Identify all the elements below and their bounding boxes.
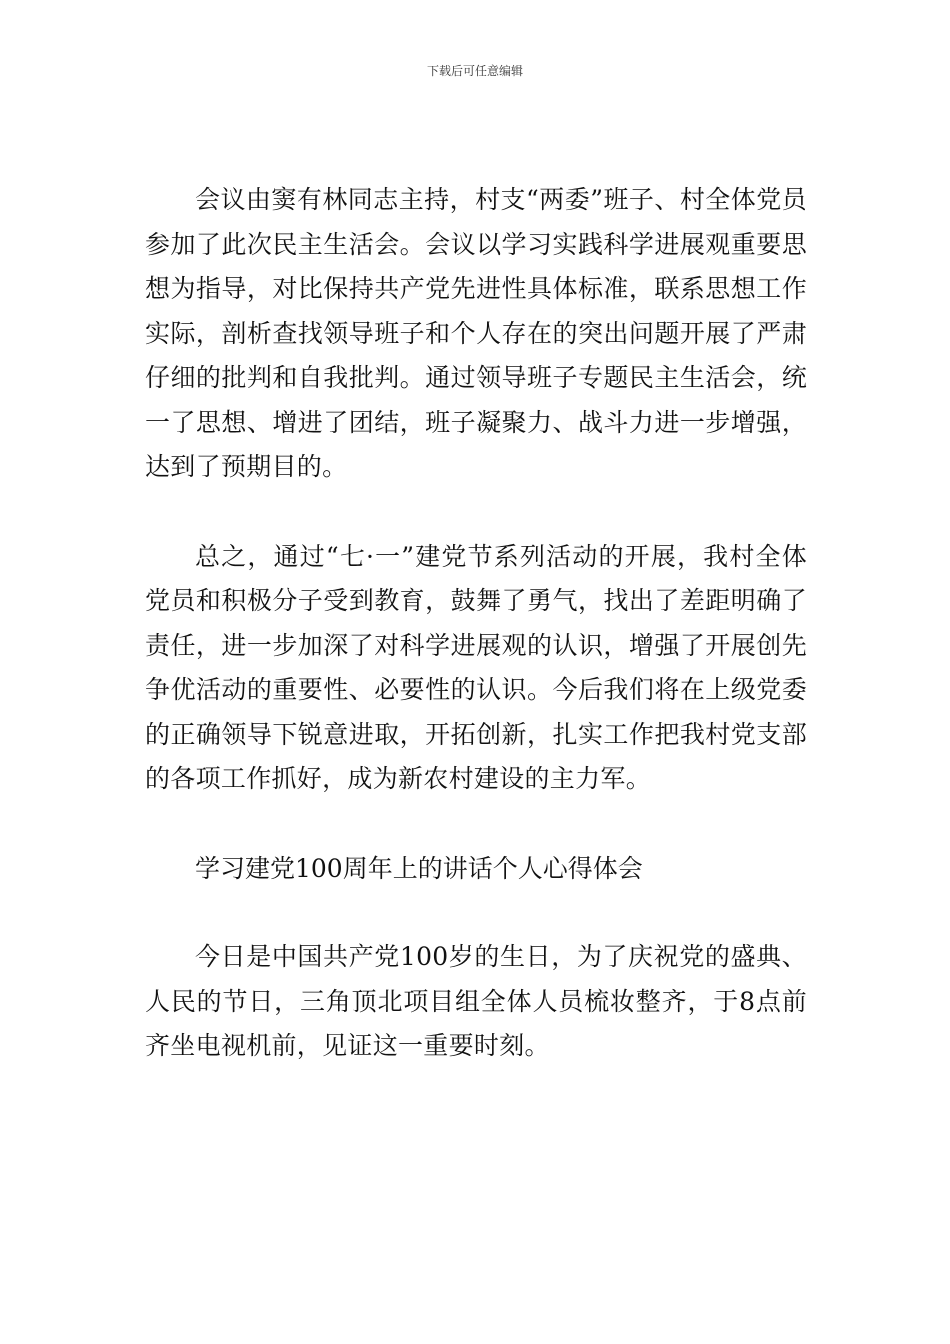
paragraph-anniversary: 今日是中国共产党100岁的生日，为了庆祝党的盛典、人民的节日，三角顶北项目组全体人员梳妆整齐，于8点前齐坐电视机前，见证这一重要时刻。 [145,942,807,1060]
paragraph-meeting-summary: 会议由窦有林同志主持，村支“两委”班子、村全体党员参加了此次民主生活会。会议以学习实践科学进展观重要思想为指导，对比保持共产党先进性具体标准，联系思想工作实际，剖析查找领导班子和个人存在的突出问题开展了严肃仔细的批判和自我批判。通过领导班子专题民主生活会，统一了思想、增进了团结，班子凝聚力、战斗力进一步增强，达到了预期目的。 [145,185,807,481]
section-title: 学习建党100周年上的讲话个人心得体会 [195,853,643,883]
document-body [145,178,807,1069]
page-header: 下载后可任意编辑 [426,64,523,78]
paragraph-conclusion: 总之，通过“七·一”建党节系列活动的开展，我村全体党员和积极分子受到教育，鼓舞了勇气，找出了差距明确了责任，进一步加深了对科学进展观的认识，增强了开展创先争优活动的重要性、必要性的认识。今后我们将在上级党委的正确领导下锐意进取，开拓创新，扎实工作把我村党支部的各项工作抓好，成为新农村建设的主力军。 [145,541,807,793]
